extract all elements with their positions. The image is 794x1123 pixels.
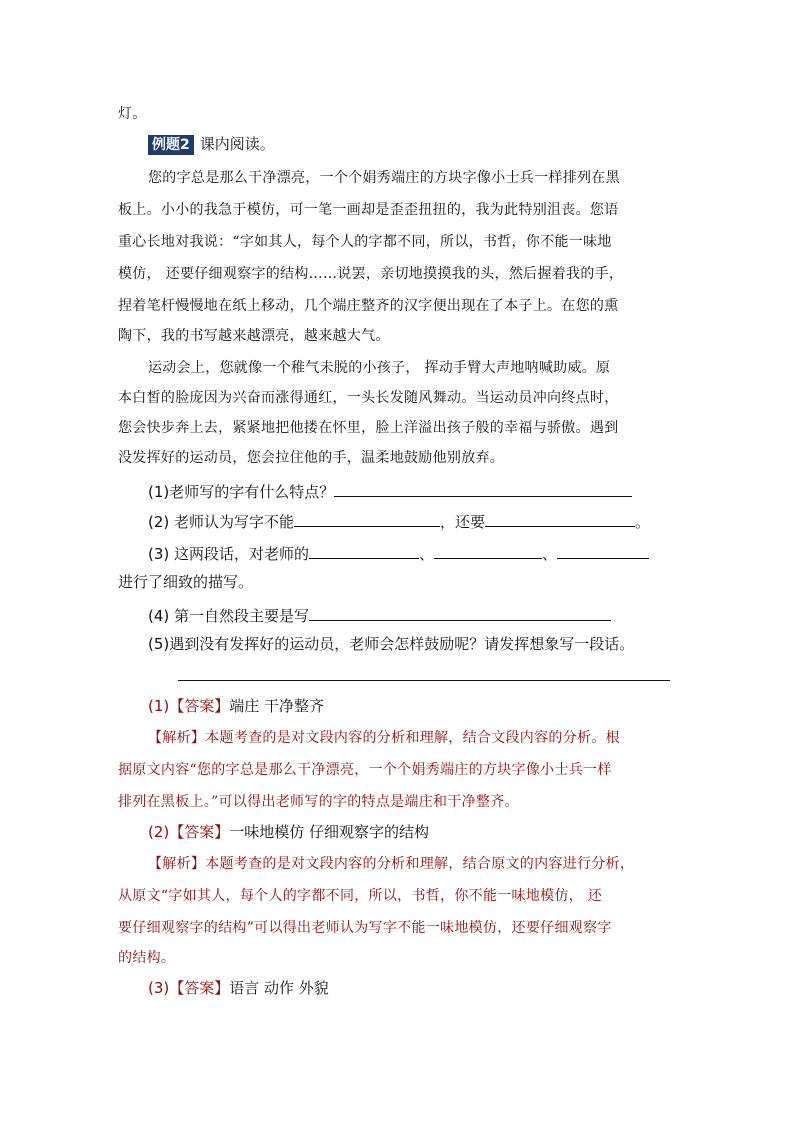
question-1-text: (1)老师写的字有什么特点？ <box>148 483 335 501</box>
passage-line: 本白皙的脸庞因为兴奋而涨得通红，一头长发随风舞动。当运动员冲向终点时， <box>118 390 619 406</box>
passage-line: 您会快步奔上去，紧紧地把他搂在怀里，脸上洋溢出孩子般的幸福与骄傲。遇到 <box>118 420 619 436</box>
answer-blank[interactable] <box>557 542 649 559</box>
question-5: (5)遇到没有发挥好的运动员，老师会怎样鼓励呢？请发挥想象写一段话。 <box>148 635 635 653</box>
passage-line: 捏着笔杆慢慢地在纸上移动，几个端庄整齐的汉字便出现在了本子上。在您的熏 <box>118 298 619 314</box>
passage-line: 您的字总是那么干净漂亮，一个个娟秀端庄的方块字像小士兵一样排列在黑 <box>148 170 620 186</box>
explanation-tag: 【解析】 <box>148 730 206 746</box>
question-2-text: (2) 老师认为写字不能 <box>148 513 295 531</box>
question-4 <box>148 604 708 626</box>
explanation-line: 本题考查的是对文段内容的分析和理解，结合原文的内容进行分析， <box>205 856 635 872</box>
answer-text: 一味地模仿 仔细观察字的结构 <box>229 823 430 841</box>
answer-blank[interactable] <box>294 510 440 527</box>
answer-text: 语言 动作 外貌 <box>229 979 329 997</box>
question-2 <box>148 510 708 532</box>
explanation-2 <box>148 854 708 874</box>
answer-3 <box>148 978 708 998</box>
passage-line: 陶下，我的书写越来越漂亮，越来越大气。 <box>118 328 390 344</box>
answer-blank[interactable] <box>485 510 635 527</box>
answer-1 <box>148 696 708 716</box>
passage-line: 板上。小小的我急于模仿，可一笔一画却是歪歪扭扭的，我为此特别沮丧。您语 <box>118 202 619 218</box>
example-title: 课内阅读。 <box>199 135 275 153</box>
question-2-text: 。 <box>635 513 651 531</box>
answer-line[interactable] <box>178 680 670 681</box>
answer-number: (1) <box>148 697 170 715</box>
example-badge: 例题2 <box>148 135 194 155</box>
passage-line: 重心长地对我说：“字如其人，每个人的字都不同，所以，书哲，你不能一味地 <box>118 234 612 250</box>
question-2-text: ，还要 <box>440 513 486 531</box>
answer-tag: 【答案】 <box>169 697 230 715</box>
explanation-line: 本题考查的是对文段内容的分析和理解，结合文段内容的分析。根 <box>205 730 620 746</box>
separator: 、 <box>542 545 558 563</box>
continued-text: 灯。 <box>118 106 147 122</box>
explanation-line: 的结构。 <box>118 950 176 966</box>
question-3-continuation: 进行了细致的描写。 <box>118 573 254 591</box>
answer-number: (2) <box>148 823 170 841</box>
explanation-line: 从原文“字如其人，每个人的字都不同，所以，书哲，你不能一味地模仿， 还 <box>118 888 603 904</box>
answer-blank[interactable] <box>334 480 632 497</box>
question-4-text: (4) 第一自然段主要是写 <box>148 607 310 625</box>
answer-tag: 【答案】 <box>169 979 230 997</box>
question-1 <box>148 480 708 502</box>
question-3-text: (3) 这两段话，对老师的 <box>148 545 310 563</box>
passage-line: 模仿， 还要仔细观察字的结构……说罢，亲切地摸摸我的头，然后握着我的手， <box>118 266 624 282</box>
question-3 <box>148 542 708 564</box>
passage-line: 没发挥好的运动员，您会拉住他的手，温柔地鼓励他别放弃。 <box>118 450 505 466</box>
explanation-1 <box>148 728 708 748</box>
answer-blank[interactable] <box>309 604 611 621</box>
separator: 、 <box>419 545 435 563</box>
answer-number: (3) <box>148 979 170 997</box>
explanation-tag: 【解析】 <box>148 856 206 872</box>
example-heading <box>148 134 708 155</box>
explanation-line: 排列在黑板上。”可以得出老师写的字的特点是端庄和干净整齐。 <box>118 794 519 810</box>
explanation-line: 据原文内容“您的字总是那么干净漂亮，一个个娟秀端庄的方块字像小士兵一样 <box>118 762 612 778</box>
answer-2 <box>148 822 708 842</box>
passage-line: 运动会上，您就像一个稚气未脱的小孩子， 挥动手臂大声地呐喊助威。原 <box>148 360 611 376</box>
answer-text: 端庄 干净整齐 <box>229 697 325 715</box>
answer-blank[interactable] <box>434 542 542 559</box>
explanation-line: 要仔细观察字的结构”可以得出老师认为写字不能一味地模仿，还要仔细观察字 <box>118 920 612 936</box>
answer-blank[interactable] <box>309 542 419 559</box>
answer-tag: 【答案】 <box>169 823 230 841</box>
